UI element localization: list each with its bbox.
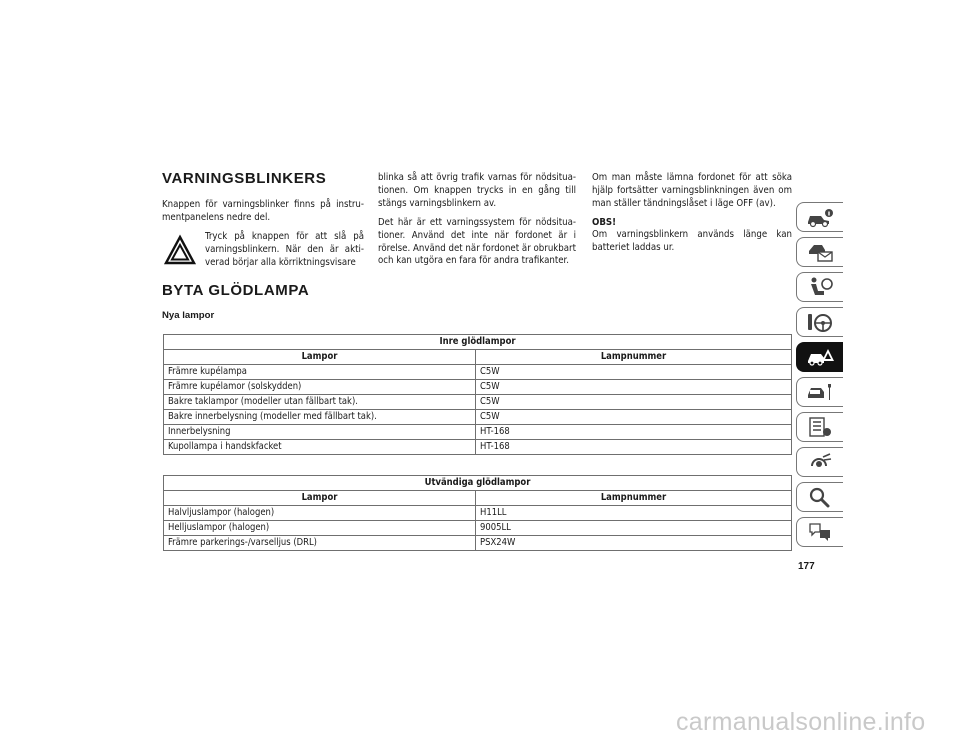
table-cell: C5W [476, 365, 792, 380]
table-cell: Främre kupélamor (solskydden) [164, 380, 476, 395]
table-title: Inre glödlampor [164, 335, 792, 350]
table-cell: Kupollampa i handskfacket [164, 440, 476, 455]
table-cell: PSX24W [476, 536, 792, 551]
chapter-tab-languages[interactable] [796, 517, 843, 547]
chapter-tab-safety[interactable] [796, 272, 843, 302]
table-cell: C5W [476, 380, 792, 395]
table-row [164, 410, 792, 425]
subtitle-new-bulbs: Nya lampor [162, 310, 215, 321]
table-row [164, 521, 792, 536]
chapter-tab-messages[interactable] [796, 237, 843, 267]
car-warning-icon [805, 346, 835, 368]
steering-wheel-icon [805, 311, 835, 333]
chapter-tab-driving[interactable] [796, 307, 843, 337]
search-icon [805, 486, 835, 508]
chapter-tab-car-info[interactable] [796, 202, 843, 232]
page-number: 177 [798, 561, 815, 572]
table-cell: Främre kupélampa [164, 365, 476, 380]
obs-text: Om varningsblinkern används länge kan batteriet laddas ur. [592, 229, 792, 253]
table-row [164, 380, 792, 395]
table-cell: Halvljuslampor (halogen) [164, 506, 476, 521]
table-row [164, 395, 792, 410]
table-cell: Helljuslampor (halogen) [164, 521, 476, 536]
hazard-triangle-icon [164, 234, 196, 266]
language-icon [805, 521, 835, 543]
column-header: Lampnummer [476, 350, 792, 365]
outer-bulbs-table [163, 475, 792, 551]
column-header: Lampor [164, 350, 476, 365]
section-title-bulbs: BYTA GLÖDLAMPA [162, 282, 310, 299]
obs-label: OBS! [592, 217, 617, 228]
chapter-tab-specs[interactable] [796, 412, 843, 442]
inner-bulbs-table [163, 334, 792, 455]
table-row [164, 365, 792, 380]
table-cell: HT-168 [476, 425, 792, 440]
table-cell: 9005LL [476, 521, 792, 536]
chapter-tab-emergency[interactable] [796, 342, 843, 372]
hazard-icon-text: Tryck på knappen för att slå på varningsblinkern. När den är akti-verad börjar alla körriktningsvisare [205, 231, 364, 268]
table-cell: Innerbelysning [164, 425, 476, 440]
watermark: carmanualsonline.info [676, 708, 926, 736]
hazard-intro: Knappen för varningsblinker finns på instru-mentpanelens nedre del. [162, 199, 364, 223]
table-cell: HT-168 [476, 440, 792, 455]
table-row [164, 506, 792, 521]
table-row [164, 440, 792, 455]
col2-paragraph-1: blinka så att övrig trafik varnas för nödsitua-tionen. Om knappen trycks in en gång till stängs varningsblinkern av. [378, 172, 576, 209]
col2-paragraph-2: Det här är ett varningssystem för nödsitua-tioner. Använd det inte när fordonet är i rörelse. Använd det när fordonet är obrukbart och kan utgöra en fara för andra trafikanter. [378, 217, 576, 267]
table-cell: Bakre innerbelysning (modeller med fällbart tak). [164, 410, 476, 425]
col3-paragraph-1: Om man måste lämna fordonet för att söka hjälp fortsätter varningsblinkningen även om man ställer tändningslåset i läge OFF (av). [592, 172, 792, 209]
section-title-hazard: VARNINGSBLINKERS [162, 170, 327, 187]
car-info-icon [805, 206, 835, 228]
car-wrench-icon [805, 381, 835, 403]
column-header: Lampnummer [476, 491, 792, 506]
table-title: Utvändiga glödlampor [164, 476, 792, 491]
car-envelope-icon [805, 241, 835, 263]
chapter-tab-multimedia[interactable] [796, 447, 843, 477]
multimedia-icon [805, 451, 835, 473]
column-header: Lampor [164, 491, 476, 506]
table-row [164, 425, 792, 440]
table-cell: C5W [476, 395, 792, 410]
seat-airbag-icon [805, 276, 835, 298]
table-cell: Bakre taklampor (modeller utan fällbart tak). [164, 395, 476, 410]
table-cell: C5W [476, 410, 792, 425]
table-row [164, 536, 792, 551]
chapter-tab-service[interactable] [796, 377, 843, 407]
table-cell: Främre parkerings-/varselljus (DRL) [164, 536, 476, 551]
table-cell: H11LL [476, 506, 792, 521]
spec-list-icon [805, 416, 835, 438]
chapter-tab-index[interactable] [796, 482, 843, 512]
